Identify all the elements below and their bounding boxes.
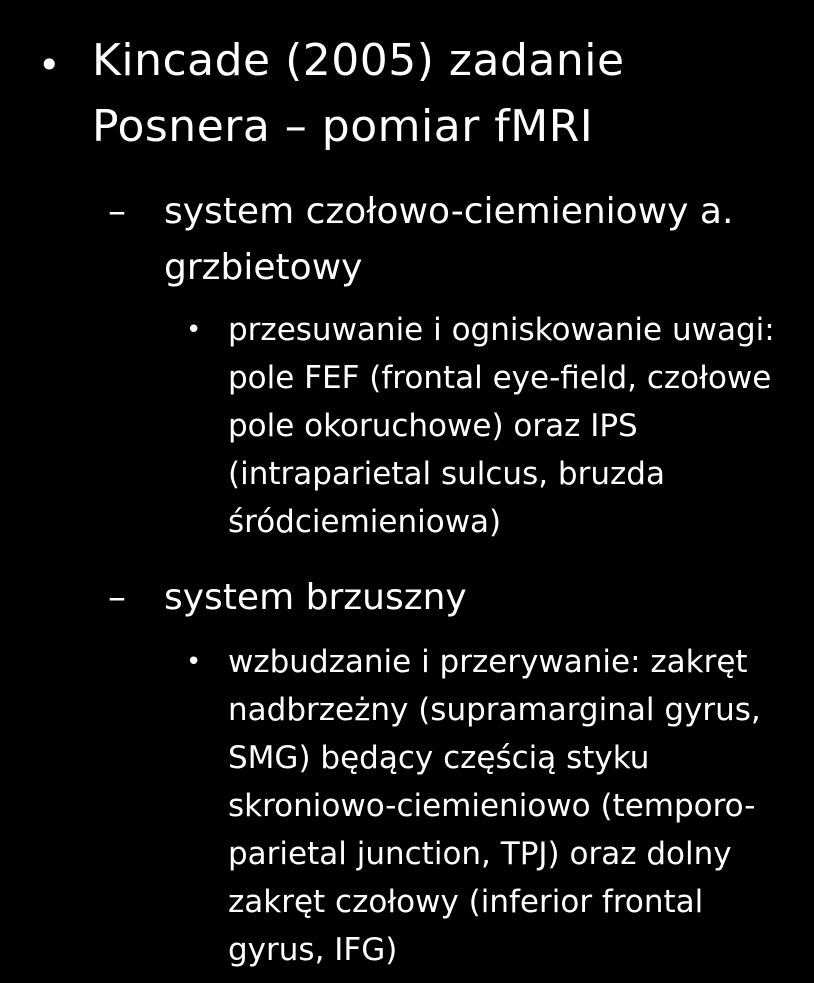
bullet-marker: •: [38, 43, 61, 87]
dash-marker: –: [108, 577, 126, 618]
bullet-marker: •: [186, 647, 202, 677]
dorsal-system-detail-text: przesuwanie i ogniskowanie uwagi: pole FEF (frontal eye-field, czołowe pole okoruchowe) oraz IPS (intraparietal sulcus, bruzda śródciemieniowa): [228, 312, 775, 540]
bullet-marker: •: [186, 315, 202, 345]
ventral-system-text: system brzuszny: [164, 577, 467, 618]
dorsal-system-text: system czołowo-ciemieniowy a. grzbietowy: [164, 191, 734, 288]
dash-marker: –: [108, 191, 126, 232]
ventral-system-detail-text: wzbudzanie i przerywanie: zakręt nadbrzeżny (supramarginal gyrus, SMG) będący częścią styku skroniowo-ciemieniowo (temporo-parietal junction, TPJ) oraz dolny zakręt czołowy (inferior frontal gyrus, IFG): [228, 644, 761, 968]
level1-text: Kincade (2005) zadanie Posnera – pomiar fMRI: [92, 35, 625, 152]
